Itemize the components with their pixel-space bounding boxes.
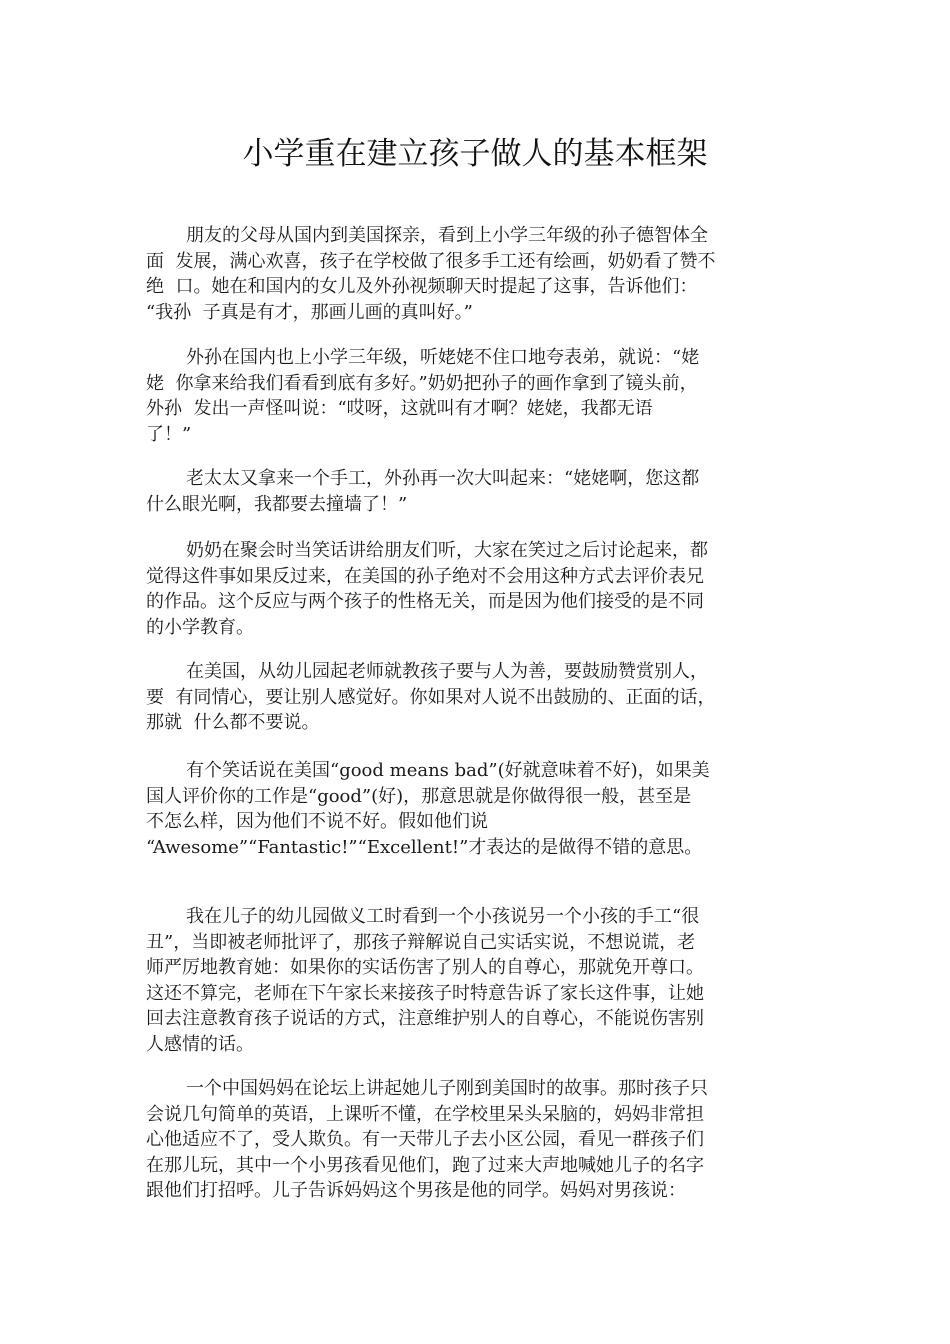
paragraph-line: 觉得这件事如果反过来，在美国的孙子绝对不会用这种方式去评价表兄 <box>146 565 704 587</box>
paragraph-line: 什么眼光啊，我都要去撞墙了！” <box>146 493 408 515</box>
paragraph-1 <box>146 223 806 325</box>
paragraph-line: 在美国，从幼儿园起老师就教孩子要与人为善，要鼓励赞赏别人， <box>186 661 708 682</box>
document-title: 小学重在建立孩子做人的基本框架 <box>242 136 708 172</box>
paragraph-line: 奶奶在聚会时当笑话讲给朋友们听，大家在笑过之后讨论起来，都 <box>186 540 708 561</box>
paragraph-line: 老太太又拿来一个手工，外孙再一次大叫起来：“姥姥啊，您这都 <box>186 468 700 489</box>
paragraph-line: 外孙在国内也上小学三年级，听姥姥不住口地夸表弟，就说：“姥 <box>186 347 700 368</box>
paragraph-line: 绝 口。她在和国内的女儿及外孙视频聊天时提起了这事，告诉他们： <box>146 276 698 297</box>
paragraph-8 <box>146 1076 806 1204</box>
paragraph-line: “我孙 子真是有才，那画儿画的真叫好。” <box>146 301 473 323</box>
paragraph-line: 外孙 发出一声怪叫说：“哎呀，这就叫有才啊？姥姥，我都无语 <box>146 398 653 419</box>
paragraph-6 <box>146 758 806 860</box>
paragraph-line: 要 有同情心，要让别人感觉好。你如果对人说不出鼓励的、正面的话， <box>146 686 716 708</box>
paragraph-5 <box>146 659 806 736</box>
paragraph-line: 有个笑话说在美国“good means bad”(好就意味着不好)，如果美 <box>186 760 710 781</box>
paragraph-line: 的小学教育。 <box>146 616 254 638</box>
paragraph-line: 一个中国妈妈在论坛上讲起她儿子刚到美国时的故事。那时孩子只 <box>186 1078 708 1099</box>
paragraph-2 <box>146 345 806 447</box>
paragraph-line: 丑”，当即被老师批评了，那孩子辩解说自己实话实说，不想说谎，老 <box>146 931 696 953</box>
paragraph-line: 会说几句简单的英语，上课听不懂，在学校里呆头呆脑的，妈妈非常担 <box>146 1103 704 1125</box>
paragraph-4 <box>146 538 806 640</box>
paragraph-line: 那就 什么都不要说。 <box>146 712 320 733</box>
paragraph-line: 朋友的父母从国内到美国探亲，看到上小学三年级的孙子德智体全 <box>186 225 708 246</box>
paragraph-line: 人感情的话。 <box>146 1033 254 1055</box>
paragraph-line: 的作品。这个反应与两个孩子的性格无关，而是因为他们接受的是不同 <box>146 591 704 612</box>
paragraph-line: 师严厉地教育她：如果你的实话伤害了别人的自尊心，那就免开尊口。 <box>146 957 704 978</box>
paragraph-3 <box>146 466 806 517</box>
paragraph-line: “Awesome”“Fantastic!”“Excellent!”才表达的是做得不错的意思。 <box>146 836 703 858</box>
paragraph-line: 不怎么样，因为他们不说不好。假如他们说 <box>146 811 488 832</box>
paragraph-line: 姥 你拿来给我们看看到底有多好。”奶奶把孙子的画作拿到了镜头前， <box>146 372 698 394</box>
paragraph-line: 国人评价你的工作是“good”(好)，那意思就是你做得很一般，甚至是 <box>146 785 692 807</box>
paragraph-line: 这还不算完，老师在下午家长来接孩子时特意告诉了家长这件事，让她 <box>146 982 704 1004</box>
paragraph-line: 我在儿子的幼儿园做义工时看到一个小孩说另一个小孩的手工“很 <box>186 906 700 927</box>
paragraph-line: 在那儿玩，其中一个小男孩看见他们，跑了过来大声地喊她儿子的名字 <box>146 1154 704 1176</box>
paragraph-line: 跟他们打招呼。儿子告诉妈妈这个男孩是他的同学。妈妈对男孩说： <box>146 1180 686 1201</box>
paragraph-7 <box>146 904 806 1057</box>
paragraph-line: 回去注意教育孩子说话的方式，注意维护别人的自尊心，不能说伤害别 <box>146 1008 704 1029</box>
paragraph-line: 了！” <box>146 423 192 445</box>
paragraph-line: 面 发展，满心欢喜，孩子在学校做了很多手工还有绘画，奶奶看了赞不 <box>146 250 716 272</box>
paragraph-line: 心他适应不了，受人欺负。有一天带儿子去小区公园，看见一群孩子们 <box>146 1129 704 1150</box>
